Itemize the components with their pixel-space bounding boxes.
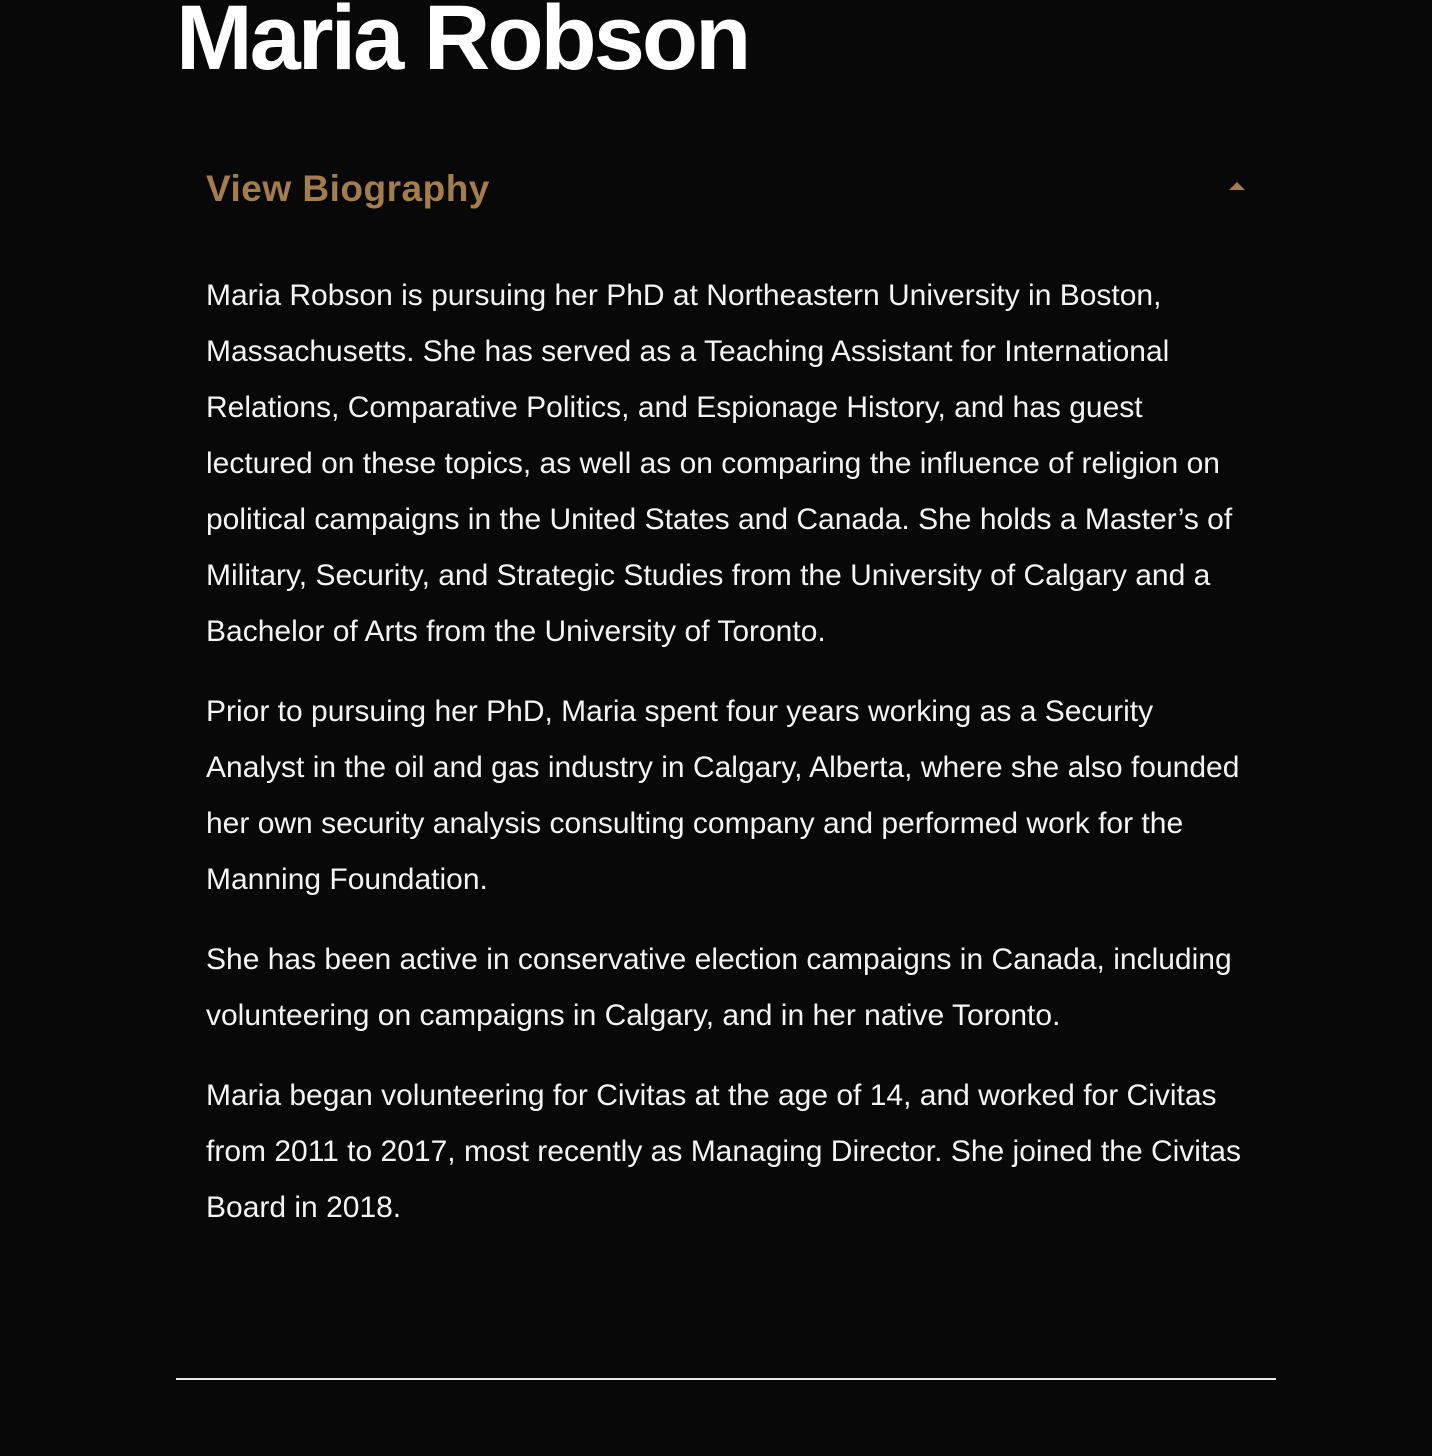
page-title: Maria Robson [176, 0, 749, 89]
biography-toggle-label: View Biography [206, 168, 490, 209]
biography-content [206, 268, 1256, 1260]
biography-paragraph: Prior to pursuing her PhD, Maria spent four years working as a Security Analyst in the oil and gas industry in Calgary, Alberta, where she also founded her own security analysis consulting company and performed work for the Manning Foundation. [206, 695, 1240, 896]
biography-paragraph: She has been active in conservative election campaigns in Canada, including volunteering on campaigns in Calgary, and in her native Toronto. [206, 943, 1232, 1032]
biography-toggle[interactable] [176, 150, 1276, 230]
biography-paragraph: Maria Robson is pursuing her PhD at Northeastern University in Boston, Massachusetts. She has served as a Teaching Assistant for International Relations, Comparative Politics, and Espionage History, and has guest lectured on these topics, as well as on comparing the influence of religion on political campaigns in the United States and Canada. She holds a Master’s of Military, Security, and Strategic Studies from the University of Calgary and a Bachelor of Arts from the University of Toronto. [206, 279, 1233, 648]
section-divider [176, 1378, 1276, 1380]
biography-accordion [176, 150, 1276, 1224]
biography-paragraph: Maria began volunteering for Civitas at the age of 14, and worked for Civitas from 2011 to 2017, most recently as Managing Director. She joined the Civitas Board in 2018. [206, 1079, 1241, 1224]
caret-up-icon[interactable] [1228, 181, 1246, 191]
